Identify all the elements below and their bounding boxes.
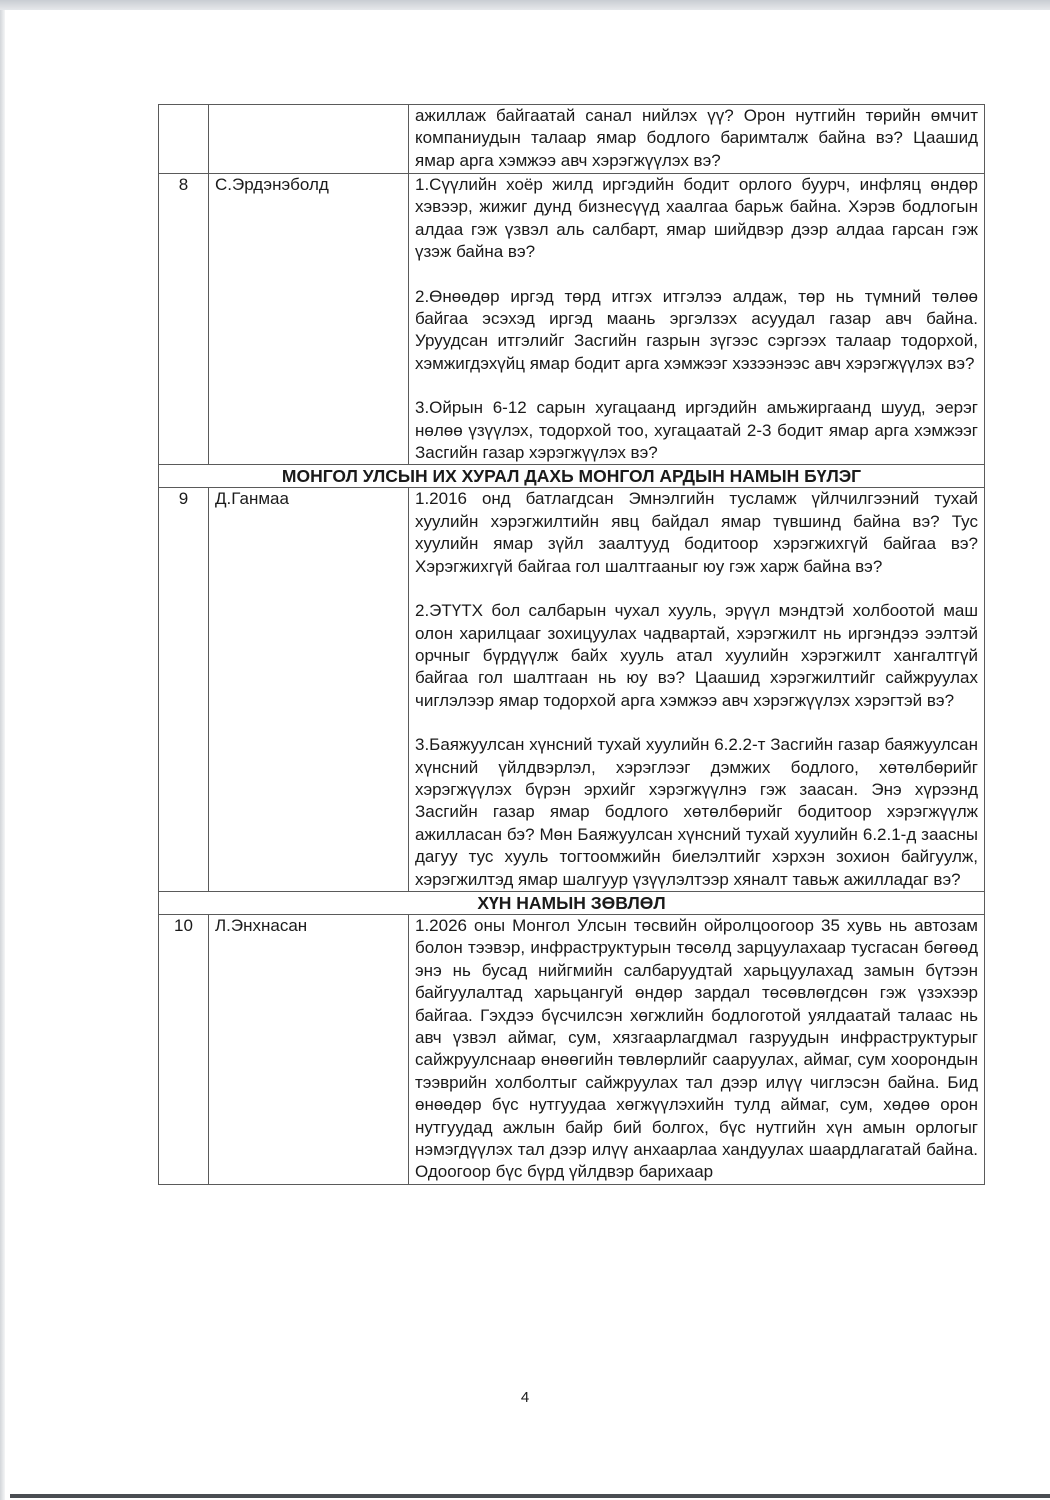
question-paragraph-1: 1.2026 оны Монгол Улсын төсвийн ойролцоогоор 35 хувь нь автозам болон тээвэр, инфраструктурын төсөлд зарцуулахаар тусгасан бөгөөд энэ нь бусад нийгмийн салбаруудтай харьцуулахад замын бүтээн байгуулалтад харьцангуй өндөр зардал төсөвлөгдсөн гэж үзэхээр байгаа. Гэхдээ бүсчилсэн хөгжлийн бодлоготой уялдаатай талаас нь авч үзвэл аймаг, сум, хязгаарлагдмал газруудын инфраструктурыг сайжруулснаар өнөөгийн төвлөрлийг сааруулах, аймаг, сум хоорондын тээврийн холболтыг сайжруулах тал дээр илүү чиглэсэн байна. Бид өнөөдөр бүс нутгуудаа хөгжүүлэхийн тулд аймаг, сум, хөдөө орон нутгуудад ажлын байр бий болгох, бүс нутгийн хүн амын орлогыг нэмэгдүүлэх тал дээр илүү анхаарлаа хандуулах шаардлагатай байна. Одоогоор бүс бүрд үйлдвэр барихаар (415, 915, 978, 1182)
table-row-8 (159, 174, 985, 465)
scan-edge-left (0, 10, 5, 1500)
scan-edge-top (0, 0, 1050, 10)
question-cell (409, 488, 985, 892)
row-number (159, 105, 209, 174)
row-number: 9 (159, 488, 209, 892)
question-paragraph-2: 2.ЭТҮТХ бол салбарын чухал хууль, эрүүл мэндтэй холбоотой маш олон харилцааг зохицуулах чадвартай, хэрэгжилт нь иргэндээ ээлтэй орчныг бүрдүүлж байх хууль атал хуулийн хэрэгжилт хангалтгүй байгаа гол шалтгаан нь юу вэ? Цаашид хэрэгжилтийг сайжруулах чиглэлээр ямар тодорхой арга хэмжээ авч хэрэгжүүлэх хэрэгтэй вэ? (415, 601, 978, 710)
table-row-10 (159, 914, 985, 1184)
scan-edge-bottom (10, 1494, 1050, 1498)
section-header-row (159, 465, 985, 488)
member-name: Д.Ганмаа (209, 488, 409, 892)
table-row-continued (159, 105, 985, 174)
row-number: 10 (159, 914, 209, 1184)
member-name (209, 105, 409, 174)
questions-table (158, 104, 985, 1185)
section-header: ХҮН НАМЫН ЗӨВЛӨЛ (159, 891, 985, 914)
row-number: 8 (159, 174, 209, 465)
question-cell (409, 914, 985, 1184)
question-paragraph-2: 2.Өнөөдөр иргэд төрд итгэх итгэлээ алдаж, төр нь түмний төлөө байгаа эсэхэд иргэд маань эргэлзэх асуудал газар авч байна. Уруудсан итгэлийг Засгийн газрын зүгээс сэргээх талаар тодорхой, хэмжигдэхүйц ямар бодит арга хэмжээг хэзээнээс авч хэрэгжүүлэх вэ? (415, 286, 978, 373)
section-header: МОНГОЛ УЛСЫН ИХ ХУРАЛ ДАХЬ МОНГОЛ АРДЫН НАМЫН БҮЛЭГ (159, 465, 985, 488)
member-name: Л.Энхнасан (209, 914, 409, 1184)
question-paragraph-1: 1.Сүүлийн хоёр жилд иргэдийн бодит орлого буурч, инфляц өндөр хэвээр, жижиг дунд бизнесүүд хаалгаа барьж байна. Хэрэв бодлогын алдаа гэж үзвэл аль салбарт, ямар шийдвэр дээр алдаа гарсан гэж үзэж байна вэ? (415, 175, 978, 262)
question-paragraph-3: 3.Ойрын 6-12 сарын хугацаанд иргэдийн амьжиргаанд шууд, эерэг нөлөө үзүүлэх, тодорхой тоо, хугацаатай 2-3 бодит ямар арга хэмжээг Засгийн газар хэрэгжүүлэх вэ? (415, 398, 978, 463)
page-number: 4 (520, 1389, 530, 1406)
question-paragraph: ажиллаж байгаатай санал нийлэх үү? Орон нутгийн төрийн өмчит компаниудын талаар ямар бодлого баримталж байна вэ? Цаашид ямар арга хэмжээ авч хэрэгжүүлэх вэ? (415, 106, 978, 170)
member-name: С.Эрдэнэболд (209, 174, 409, 465)
section-header-row (159, 891, 985, 914)
question-cell (409, 174, 985, 465)
table-row-9 (159, 488, 985, 892)
question-paragraph-3: 3.Баяжуулсан хүнсний тухай хуулийн 6.2.2-т Засгийн газар баяжуулсан хүнсний үйлдвэрлэл, хэрэглээг дэмжих бодлого, хөтөлбөрийг хэрэгжүүлэх бүрэн эрхийг хэрэгжүүлнэ гэж заасан. Энэ хүрээнд Засгийн газар ямар бодлого хөтөлбөрийг бодитоор хэрэгжүүлж ажилласан бэ? Мөн Баяжуулсан хүнсний тухай хуулийн 6.2.1-д заасны дагуу тус хууль тогтоомжийн биелэлтийг хэрхэн зохион байгуулж, хэрэгжилтэд ямар шалгуур үзүүлэлтээр хяналт тавьж ажилладаг вэ? (415, 735, 978, 889)
question-paragraph-1: 1.2016 онд батлагдсан Эмнэлгийн тусламж үйлчилгээний тухай хуулийн хэрэгжилтийн явц байдал ямар түвшинд байна вэ? Тус хуулийн ямар зүйл заалтууд бодитоор хэрэгжихгүй байгаа вэ? Хэрэгжихгүй байгаа гол шалтгааныг юу гэж харж байна вэ? (415, 489, 978, 576)
question-cell (409, 105, 985, 174)
